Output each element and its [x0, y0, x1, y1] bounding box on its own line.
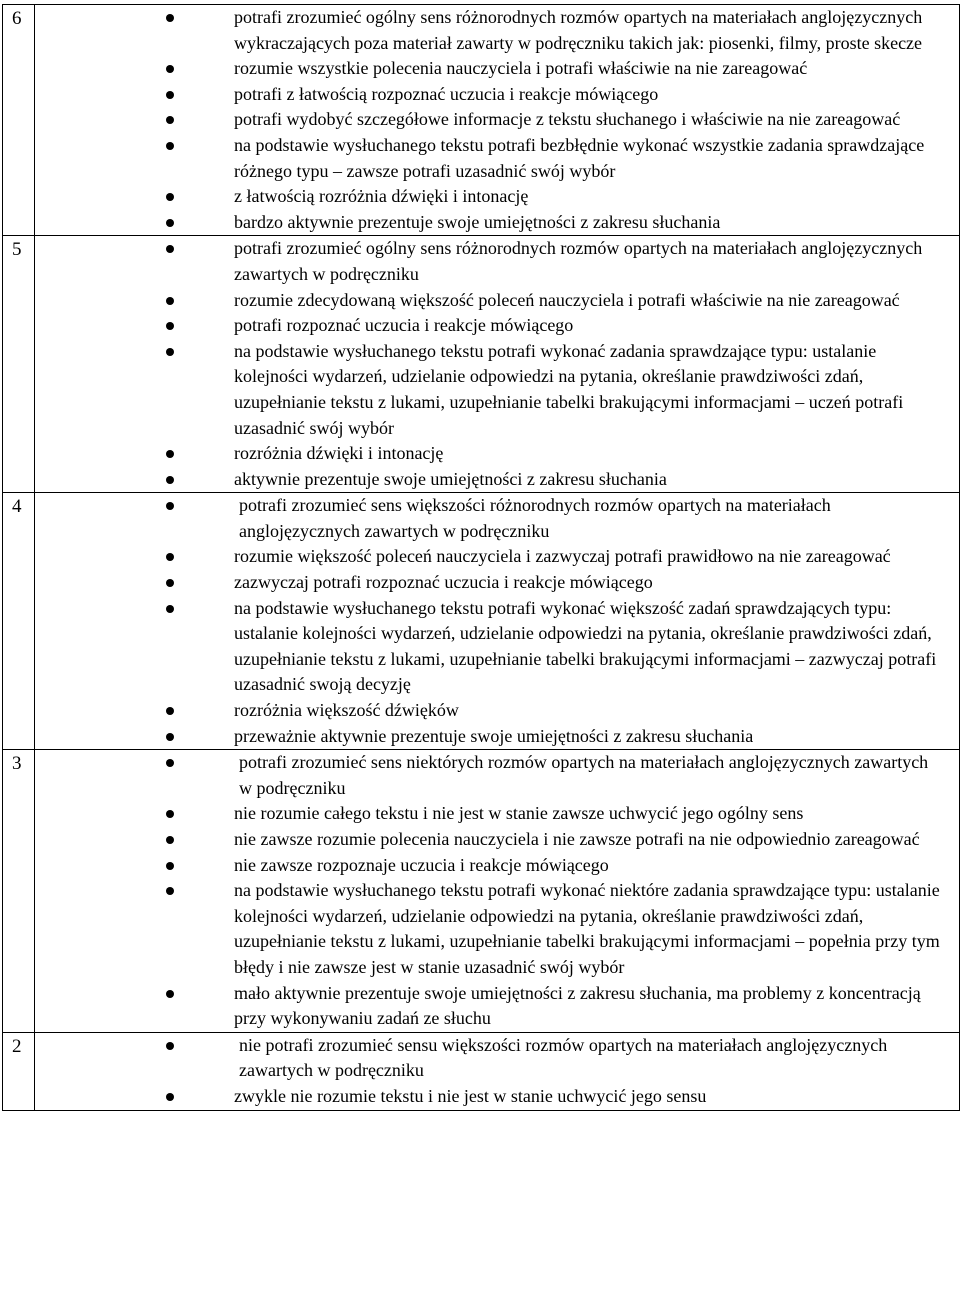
criteria-cell	[35, 5, 960, 236]
criteria-text: rozróżnia większość dźwięków	[234, 700, 459, 721]
criteria-list	[35, 1033, 959, 1110]
grade-number: 6	[3, 5, 35, 236]
grade-row	[3, 1032, 960, 1110]
bullet-icon	[166, 605, 174, 613]
bullet-icon	[166, 476, 174, 484]
criteria-text: na podstawie wysłuchanego tekstu potrafi wykonać zadania sprawdzające typu: ustalanie kolejności wydarzeń, udzielanie odpowiedzi na pytania, określanie prawdziwości zdań, uzupełnianie tekstu z lukami, uzupełnianie tabelki brakującymi informacjami – uczeń potrafi uzasadnić swój wybór	[234, 340, 904, 438]
criteria-list	[35, 5, 959, 235]
bullet-icon	[166, 579, 174, 587]
criteria-cell	[35, 236, 960, 493]
grade-row	[3, 236, 960, 493]
criteria-text: potrafi z łatwością rozpoznać uczucia i reakcje mówiącego	[234, 83, 659, 104]
criteria-item	[35, 750, 959, 801]
criteria-list	[35, 750, 959, 1032]
criteria-item	[35, 339, 959, 441]
bullet-icon	[166, 348, 174, 356]
criteria-text: bardzo aktywnie prezentuje swoje umiejętności z zakresu słuchania	[234, 211, 721, 232]
criteria-cell	[35, 1032, 960, 1110]
bullet-icon	[166, 862, 174, 870]
criteria-cell	[35, 493, 960, 750]
bullet-icon	[166, 759, 174, 767]
criteria-item	[35, 493, 959, 544]
bullet-icon	[166, 193, 174, 201]
criteria-item	[35, 827, 959, 853]
criteria-item	[35, 56, 959, 82]
grading-criteria-body	[3, 5, 960, 1111]
criteria-item	[35, 5, 959, 56]
bullet-icon	[166, 1042, 174, 1050]
bullet-icon	[166, 450, 174, 458]
criteria-text: przeważnie aktywnie prezentuje swoje umiejętności z zakresu słuchania	[234, 725, 754, 746]
criteria-item	[35, 210, 959, 236]
criteria-item	[35, 596, 959, 698]
bullet-icon	[166, 322, 174, 330]
criteria-text: mało aktywnie prezentuje swoje umiejętności z zakresu słuchania, ma problemy z koncentracją przy wykonywaniu zadań ze słuchu	[234, 982, 921, 1029]
criteria-item	[35, 82, 959, 108]
grade-row	[3, 5, 960, 236]
criteria-item	[35, 1084, 959, 1110]
criteria-list	[35, 236, 959, 492]
criteria-text: rozróżnia dźwięki i intonację	[234, 443, 444, 464]
bullet-icon	[166, 245, 174, 253]
criteria-text: potrafi wydobyć szczegółowe informacje z tekstu słuchanego i właściwie na nie zareagować	[234, 109, 901, 130]
bullet-icon	[166, 553, 174, 561]
bullet-icon	[166, 14, 174, 22]
criteria-text: nie zawsze rozpoznaje uczucia i reakcje mówiącego	[234, 854, 609, 875]
grade-number: 3	[3, 750, 35, 1033]
criteria-text: rozumie większość poleceń nauczyciela i zazwyczaj potrafi prawidłowo na nie zareagować	[234, 546, 891, 567]
criteria-item	[35, 724, 959, 750]
criteria-text: na podstawie wysłuchanego tekstu potrafi bezbłędnie wykonać wszystkie zadania sprawdzające różnego typu – zawsze potrafi uzasadnić swój wybór	[234, 134, 925, 181]
bullet-icon	[166, 836, 174, 844]
criteria-item	[35, 184, 959, 210]
bullet-icon	[166, 219, 174, 227]
bullet-icon	[166, 297, 174, 305]
criteria-text: rozumie wszystkie polecenia nauczyciela i potrafi właściwie na nie zareagować	[234, 58, 808, 79]
criteria-item	[35, 288, 959, 314]
criteria-text: nie rozumie całego tekstu i nie jest w stanie zawsze uchwycić jego ogólny sens	[234, 803, 804, 824]
criteria-text: potrafi zrozumieć ogólny sens różnorodnych rozmów opartych na materiałach anglojęzycznych zawartych w podręczniku	[234, 238, 923, 284]
criteria-cell	[35, 750, 960, 1033]
bullet-icon	[166, 810, 174, 818]
criteria-item	[35, 441, 959, 467]
criteria-list	[35, 493, 959, 749]
criteria-item	[35, 981, 959, 1032]
criteria-item	[35, 107, 959, 133]
bullet-icon	[166, 116, 174, 124]
grade-row	[3, 493, 960, 750]
grade-number: 5	[3, 236, 35, 493]
criteria-item	[35, 1033, 959, 1084]
criteria-text: zazwyczaj potrafi rozpoznać uczucia i reakcje mówiącego	[234, 572, 653, 593]
criteria-text: potrafi zrozumieć sens większości różnorodnych rozmów opartych na materiałach anglojęzycznych zawartych w podręczniku	[239, 495, 831, 541]
grade-number: 4	[3, 493, 35, 750]
criteria-item	[35, 467, 959, 493]
bullet-icon	[166, 733, 174, 741]
grade-number: 2	[3, 1032, 35, 1110]
criteria-text: potrafi zrozumieć sens niektórych rozmów opartych na materiałach anglojęzycznych zawartych w podręczniku	[239, 752, 929, 798]
grade-row	[3, 750, 960, 1033]
bullet-icon	[166, 65, 174, 73]
criteria-text: zwykle nie rozumie tekstu i nie jest w stanie uchwycić jego sensu	[234, 1085, 707, 1106]
criteria-text: potrafi rozpoznać uczucia i reakcje mówiącego	[234, 315, 574, 336]
bullet-icon	[166, 1093, 174, 1101]
criteria-item	[35, 313, 959, 339]
bullet-icon	[166, 707, 174, 715]
criteria-item	[35, 853, 959, 879]
criteria-text: aktywnie prezentuje swoje umiejętności z zakresu słuchania	[234, 468, 667, 489]
bullet-icon	[166, 142, 174, 150]
criteria-item	[35, 570, 959, 596]
criteria-text: z łatwością rozróżnia dźwięki i intonację	[234, 186, 529, 207]
criteria-text: nie zawsze rozumie polecenia nauczyciela i nie zawsze potrafi na nie odpowiednio zareagować	[234, 829, 920, 849]
criteria-text: na podstawie wysłuchanego tekstu potrafi wykonać niektóre zadania sprawdzające typu: ustalanie kolejności wydarzeń, udzielanie odpowiedzi na pytania, określanie prawdziwości zdań, uzupełnianie tekstu z lukami, uzupełnianie tabelki brakującymi informacjami – popełnia przy tym błędy i nie zawsze jest w stanie uzasadnić swój wybór	[234, 880, 940, 977]
criteria-text: rozumie zdecydowaną większość poleceń nauczyciela i potrafi właściwie na nie zareagować	[234, 289, 900, 310]
bullet-icon	[166, 990, 174, 998]
criteria-item	[35, 801, 959, 827]
criteria-item	[35, 236, 959, 287]
criteria-item	[35, 878, 959, 980]
criteria-text: nie potrafi zrozumieć sensu większości rozmów opartych na materiałach anglojęzycznych zawartych w podręczniku	[239, 1034, 888, 1081]
criteria-text: na podstawie wysłuchanego tekstu potrafi wykonać większość zadań sprawdzających typu: ustalanie kolejności wydarzeń, udzielanie odpowiedzi na pytania, określanie prawdziwości zdań, uzupełnianie tekstu z lukami, uzupełnianie tabelki brakującymi informacjami – zazwyczaj potrafi uzasadnić swoją decyzję	[234, 597, 937, 695]
criteria-item	[35, 133, 959, 184]
bullet-icon	[166, 502, 174, 510]
bullet-icon	[166, 887, 174, 895]
criteria-text: potrafi zrozumieć ogólny sens różnorodnych rozmów opartych na materiałach anglojęzycznych wykraczających poza materiał zawarty w podręczniku takich jak: piosenki, filmy, proste skecze	[234, 7, 923, 53]
criteria-item	[35, 544, 959, 570]
grading-criteria-table	[2, 4, 960, 1111]
criteria-item	[35, 698, 959, 724]
bullet-icon	[166, 91, 174, 99]
